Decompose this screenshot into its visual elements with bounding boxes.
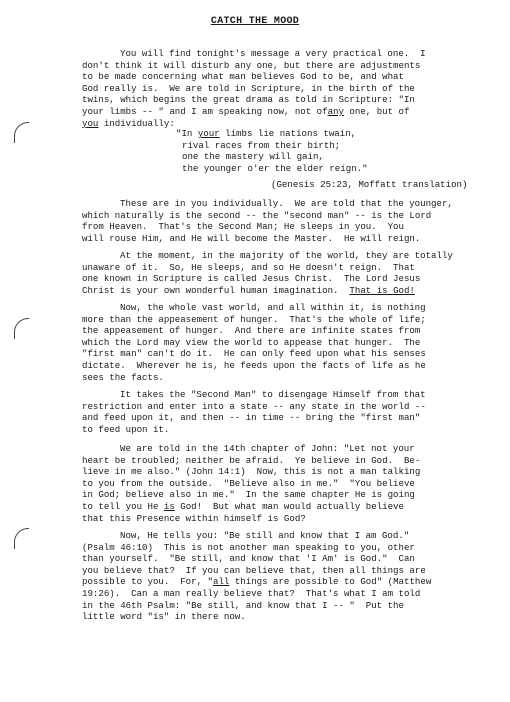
paragraph-disengage: It takes the "Second Man" to disengage Himself from that restriction and enter into a state -- any state in the world -- and feed upon it, and then -- in time -- bring the "first man" to feed upon it. <box>82 389 426 435</box>
citation: (Genesis 25:23, Moffatt translation) <box>271 179 468 190</box>
paragraph-psalm: Now, He tells you: "Be still and know that I am God." (Psalm 46:10) This is not another man speaking to you, other than yourself. "Be still, and know that 'I Am' is God." Can you believe that? If you can believe that, then all things are possible to you. For, "all things are possible to God" (Matthew 19:26). Can a man really believe that? That's what I am told in the 46th Psalm: "Be still, and know that I -- " Put the little word "is" in there now. <box>82 530 432 623</box>
binder-hole-mark <box>14 122 29 143</box>
paragraph-intro: You will find tonight's message a very practical one. I don't think it will disturb any one, but there are adjustments to be made concerning what man believes God to be, and what God really is. We are told in Scripture, in the birth of the twins, which begins the great drama as told in Scripture: "In your limbs -- " and I am speaking now, not ofany one, but of you individually: <box>82 48 426 129</box>
poem-quote: "In your limbs lie nations twain, rival races from their birth; one the mastery will gain, the younger o'er the elder reign." <box>176 128 368 174</box>
paragraph-john: We are told in the 14th chapter of John: "Let not your heart be troubled; neither be afraid. Ye believe in God. Be- lieve in me also." (John 14:1) Now, this is not a man talking to you from the outside. "Believe also in me." "You believe in God; believe also in me." In the same chapter He is going to tell you He is God! But what man would actually believe that this Presence within himself is God? <box>82 443 421 524</box>
paragraph-imagination: At the moment, in the majority of the world, they are totally unaware of it. So, He sleeps, and so He doesn't reign. That one known in Scripture is called Jesus Christ. The Lord Jesus Christ is your own wonderful human imagination. That is God! <box>82 250 453 296</box>
page-title: CATCH THE MOOD <box>210 16 300 27</box>
binder-hole-mark <box>14 318 29 339</box>
paragraph-hunger: Now, the whole vast world, and all within it, is nothing more than the appeasement of hunger. That's the whole of life; the appeasement of hunger. And there are infinite states from which the Lord may view the world to appease that hunger. The "first man" can't do it. He can only feed upon what his senses dictate. Wherever he is, he feeds upon the facts of life as he sees the facts. <box>82 302 426 383</box>
paragraph-second-man: These are in you individually. We are told that the younger, which naturally is the second -- the "second man" -- is the Lord from Heaven. That's the Second Man; He sleeps in you. You will rouse Him, and He will become the Master. He will reign. <box>82 198 453 244</box>
binder-hole-mark <box>14 528 29 549</box>
